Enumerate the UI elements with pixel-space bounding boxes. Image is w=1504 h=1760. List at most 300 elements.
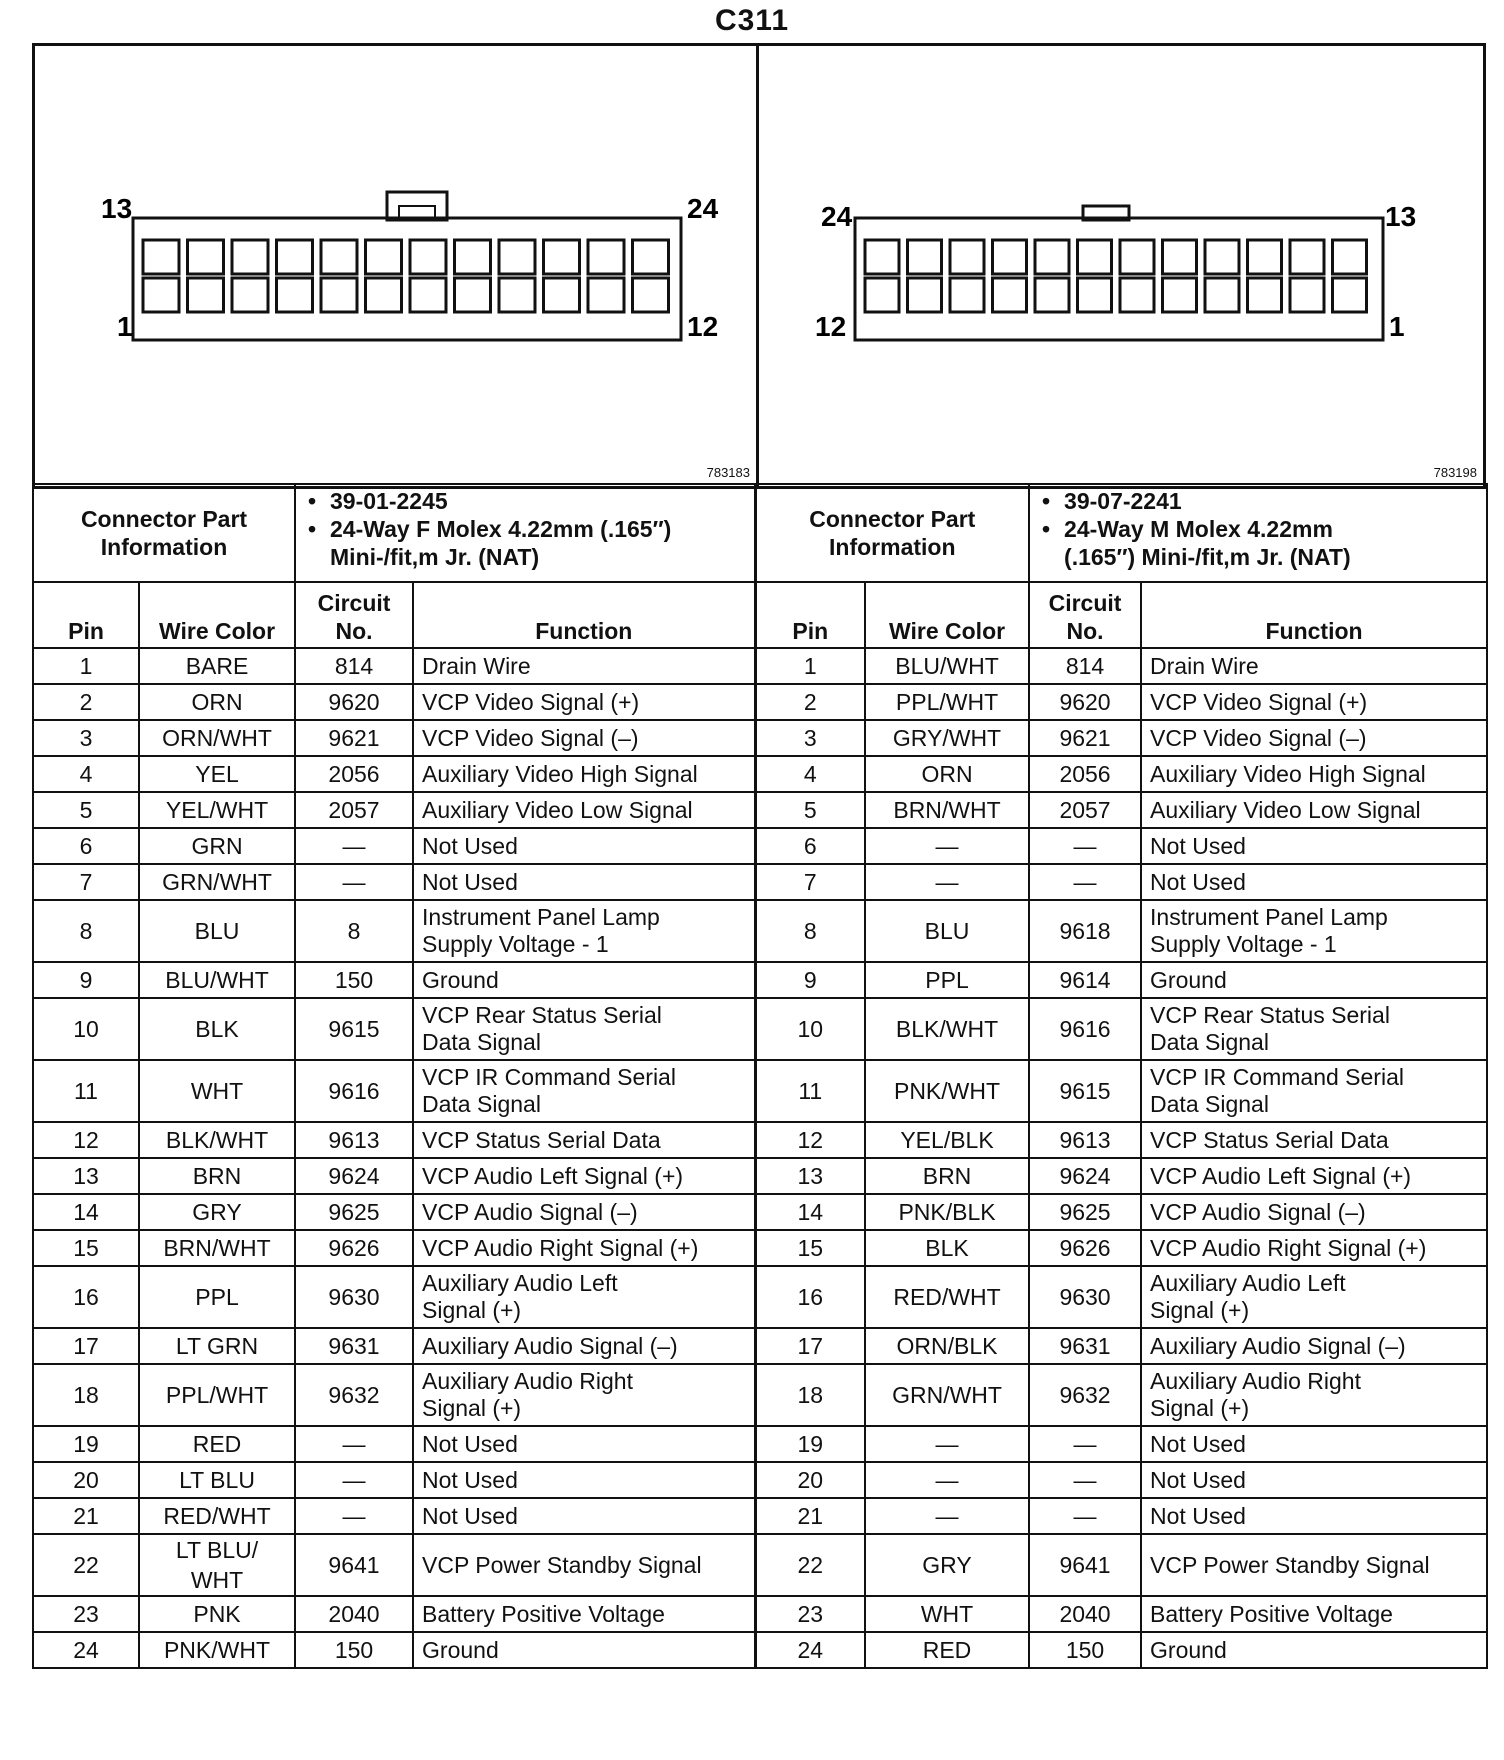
wire-color: YEL/BLK (865, 1122, 1029, 1158)
function: Auxiliary Audio Signal (–) (1141, 1328, 1487, 1364)
circuit-number: — (1029, 1426, 1141, 1462)
wire-color: GRY (865, 1534, 1029, 1596)
header-function-right: Function (1141, 582, 1487, 648)
figure-number: 783198 (1433, 465, 1477, 480)
table-row (33, 792, 1487, 828)
pin-number: 20 (755, 1462, 865, 1498)
circuit-number: 9621 (295, 720, 413, 756)
table-row (33, 1194, 1487, 1230)
wire-color: PNK/WHT (139, 1632, 295, 1668)
pin-cavity (1205, 278, 1239, 312)
pin-cavity (633, 278, 669, 312)
pin-number: 14 (755, 1194, 865, 1230)
circuit-number: 9613 (295, 1122, 413, 1158)
wire-color: — (865, 1426, 1029, 1462)
pin-number: 7 (33, 864, 139, 900)
pin-label-top-left: 13 (101, 193, 133, 224)
table-row (33, 1462, 1487, 1498)
pin-cavity (993, 278, 1027, 312)
function: VCP Rear Status Serial Data Signal (1141, 998, 1487, 1060)
function: Drain Wire (1141, 648, 1487, 684)
pin-number: 7 (755, 864, 865, 900)
pin-label-bottom-right: 12 (687, 311, 719, 342)
pin-number: 21 (33, 1498, 139, 1534)
circuit-number: — (295, 864, 413, 900)
pin-number: 10 (33, 998, 139, 1060)
circuit-number: — (1029, 828, 1141, 864)
pin-cavity (865, 240, 899, 274)
wire-color: ORN (139, 684, 295, 720)
circuit-number: 2040 (1029, 1596, 1141, 1632)
connector-info-label-left: Connector Part Information (33, 484, 295, 582)
table-row (33, 648, 1487, 684)
pin-number: 4 (755, 756, 865, 792)
header-circuit-left: Circuit No. (295, 582, 413, 648)
function: VCP Audio Left Signal (+) (413, 1158, 755, 1194)
part-number: 39-01-2245 (330, 488, 448, 514)
connector-info-values-right: • 39-07-2241 • 24-Way M Molex 4.22mm (.165″) Mini-/fit,m Jr. (NAT) (1029, 484, 1487, 582)
function: VCP Video Signal (+) (413, 684, 755, 720)
wire-color: RED/WHT (139, 1498, 295, 1534)
wire-color: WHT (865, 1596, 1029, 1632)
pin-cavity (865, 278, 899, 312)
circuit-number: 2056 (295, 756, 413, 792)
connector-sheet (32, 43, 1484, 1748)
circuit-number: — (295, 828, 413, 864)
table-row (33, 1632, 1487, 1668)
pin-number: 24 (755, 1632, 865, 1668)
pin-number: 2 (755, 684, 865, 720)
pin-cavity (1205, 240, 1239, 274)
connector-diagrams (32, 43, 1486, 489)
pin-cavity (232, 278, 268, 312)
wire-color: GRN/WHT (865, 1364, 1029, 1426)
pin-cavity (321, 278, 357, 312)
pin-cavity-grid (865, 240, 1367, 312)
pin-cavity (1333, 240, 1367, 274)
circuit-number: 9615 (1029, 1060, 1141, 1122)
connector-info-values-left: • 39-01-2245 • 24-Way F Molex 4.22mm (.165″) Mini-/fit,m Jr. (NAT) (295, 484, 755, 582)
function: Not Used (413, 1498, 755, 1534)
male-connector-diagram (759, 46, 1483, 486)
pin-label-bottom-left: 12 (815, 311, 847, 342)
pin-cavity (188, 240, 224, 274)
pinout-rows (33, 648, 1487, 1668)
pin-cavity (950, 278, 984, 312)
pin-cavity (188, 278, 224, 312)
connector-description-cont: Mini-/fit,m Jr. (NAT) (330, 544, 540, 570)
table-row (33, 1534, 1487, 1596)
pin-cavity (143, 240, 179, 274)
pin-cavity (143, 278, 179, 312)
pin-cavity (993, 240, 1027, 274)
wire-color: BRN (139, 1158, 295, 1194)
wire-color: BLK (865, 1230, 1029, 1266)
function: Battery Positive Voltage (1141, 1596, 1487, 1632)
circuit-number: 9626 (295, 1230, 413, 1266)
wire-color: BRN/WHT (865, 792, 1029, 828)
wire-color: BARE (139, 648, 295, 684)
pin-cavity (908, 240, 942, 274)
circuit-number: 9632 (295, 1364, 413, 1426)
table-row (33, 1596, 1487, 1632)
function: Ground (1141, 1632, 1487, 1668)
wire-color: PPL (865, 962, 1029, 998)
circuit-number: 9620 (1029, 684, 1141, 720)
wire-color: GRN/WHT (139, 864, 295, 900)
function: VCP Audio Right Signal (+) (413, 1230, 755, 1266)
wire-color: BRN (865, 1158, 1029, 1194)
circuit-number: 9621 (1029, 720, 1141, 756)
circuit-number: 2057 (1029, 792, 1141, 828)
connector-description: 24-Way M Molex 4.22mm (1064, 516, 1333, 542)
pin-number: 5 (755, 792, 865, 828)
pin-cavity (1290, 240, 1324, 274)
pin-cavity (410, 278, 446, 312)
circuit-number: 9630 (1029, 1266, 1141, 1328)
wire-color: — (865, 1462, 1029, 1498)
table-row (33, 1426, 1487, 1462)
table-row (33, 962, 1487, 998)
pin-cavity (455, 240, 491, 274)
circuit-number: 2056 (1029, 756, 1141, 792)
pin-number: 4 (33, 756, 139, 792)
function: VCP Power Standby Signal (413, 1534, 755, 1596)
header-wire-color-right: Wire Color (865, 582, 1029, 648)
wire-color: — (865, 828, 1029, 864)
function: VCP Status Serial Data (1141, 1122, 1487, 1158)
female-connector-diagram (35, 46, 759, 486)
pin-cavity (588, 240, 624, 274)
pin-cavity (1163, 278, 1197, 312)
function: Auxiliary Video Low Signal (1141, 792, 1487, 828)
pin-cavity (633, 240, 669, 274)
circuit-number: 9641 (1029, 1534, 1141, 1596)
function: Instrument Panel Lamp Supply Voltage - 1 (1141, 900, 1487, 962)
circuit-number: 9616 (1029, 998, 1141, 1060)
wire-color: LT BLU (139, 1462, 295, 1498)
pin-number: 13 (33, 1158, 139, 1194)
wire-color: BRN/WHT (139, 1230, 295, 1266)
pin-cavity (1290, 278, 1324, 312)
pin-cavity (588, 278, 624, 312)
pin-cavity (908, 278, 942, 312)
pin-number: 21 (755, 1498, 865, 1534)
circuit-number: — (295, 1498, 413, 1534)
pin-number: 9 (33, 962, 139, 998)
male-connector-drawing (759, 46, 1483, 486)
pin-cavity (277, 278, 313, 312)
table-row (33, 720, 1487, 756)
pin-cavity (1248, 240, 1282, 274)
pin-cavity (1078, 278, 1112, 312)
function: VCP Audio Left Signal (+) (1141, 1158, 1487, 1194)
pin-number: 18 (33, 1364, 139, 1426)
function: Auxiliary Video High Signal (1141, 756, 1487, 792)
circuit-number: 9613 (1029, 1122, 1141, 1158)
pin-cavity (1078, 240, 1112, 274)
function: Ground (413, 1632, 755, 1668)
table-row (33, 864, 1487, 900)
pin-label-bottom-right: 1 (1389, 311, 1405, 342)
pin-cavity (1163, 240, 1197, 274)
circuit-number: 9626 (1029, 1230, 1141, 1266)
table-row (33, 756, 1487, 792)
function: Auxiliary Audio Right Signal (+) (1141, 1364, 1487, 1426)
function: VCP Audio Right Signal (+) (1141, 1230, 1487, 1266)
wire-color: ORN/WHT (139, 720, 295, 756)
header-circuit-right: Circuit No. (1029, 582, 1141, 648)
wire-color: RED (139, 1426, 295, 1462)
pin-number: 17 (755, 1328, 865, 1364)
wire-color: BLK/WHT (139, 1122, 295, 1158)
pin-number: 1 (33, 648, 139, 684)
function: Auxiliary Audio Right Signal (+) (413, 1364, 755, 1426)
pin-number: 16 (755, 1266, 865, 1328)
function: Ground (1141, 962, 1487, 998)
pin-cavity (1120, 240, 1154, 274)
header-pin-right: Pin (755, 582, 865, 648)
column-header-row (33, 582, 1487, 648)
table-row (33, 1122, 1487, 1158)
circuit-number: 2040 (295, 1596, 413, 1632)
wire-color: BLU/WHT (139, 962, 295, 998)
pin-cavity (1333, 278, 1367, 312)
wire-color: PNK/WHT (865, 1060, 1029, 1122)
connector-info-label-right: Connector Part Information (755, 484, 1029, 582)
wire-color: RED/WHT (865, 1266, 1029, 1328)
function: Auxiliary Video High Signal (413, 756, 755, 792)
circuit-number: 9614 (1029, 962, 1141, 998)
circuit-number: 8 (295, 900, 413, 962)
circuit-number: — (295, 1462, 413, 1498)
figure-number: 783183 (706, 465, 750, 480)
function: Not Used (1141, 864, 1487, 900)
pin-number: 17 (33, 1328, 139, 1364)
table-row (33, 1060, 1487, 1122)
function: Not Used (1141, 1462, 1487, 1498)
pin-number: 15 (755, 1230, 865, 1266)
pin-cavity (455, 278, 491, 312)
function: Instrument Panel Lamp Supply Voltage - 1 (413, 900, 755, 962)
pin-cavity (1248, 278, 1282, 312)
function: Not Used (413, 1426, 755, 1462)
table-row (33, 1266, 1487, 1328)
table-row (33, 1230, 1487, 1266)
pin-cavity (232, 240, 268, 274)
circuit-number: — (1029, 1498, 1141, 1534)
pin-number: 8 (33, 900, 139, 962)
function: VCP IR Command Serial Data Signal (1141, 1060, 1487, 1122)
pin-label-top-right: 24 (687, 193, 719, 224)
wire-color: LT BLU/ WHT (139, 1534, 295, 1596)
function: Not Used (413, 1462, 755, 1498)
pin-label-top-left: 24 (821, 201, 853, 232)
wire-color: BLU (865, 900, 1029, 962)
circuit-number: 9624 (1029, 1158, 1141, 1194)
pin-number: 18 (755, 1364, 865, 1426)
pin-cavity (499, 240, 535, 274)
function: VCP Rear Status Serial Data Signal (413, 998, 755, 1060)
table-row (33, 1498, 1487, 1534)
function: VCP Video Signal (–) (1141, 720, 1487, 756)
wire-color: BLU (139, 900, 295, 962)
connector-description: 24-Way F Molex 4.22mm (.165″) (330, 516, 672, 542)
circuit-number: — (1029, 1462, 1141, 1498)
circuit-number: 9625 (295, 1194, 413, 1230)
pin-cavity (544, 240, 580, 274)
wire-color: GRN (139, 828, 295, 864)
circuit-number: 9615 (295, 998, 413, 1060)
wire-color: ORN (865, 756, 1029, 792)
table-row (33, 684, 1487, 720)
pin-number: 6 (755, 828, 865, 864)
circuit-number: 814 (1029, 648, 1141, 684)
circuit-number: — (295, 1426, 413, 1462)
circuit-number: 9625 (1029, 1194, 1141, 1230)
connector-description-cont: (.165″) Mini-/fit,m Jr. (NAT) (1064, 544, 1351, 570)
header-wire-color-left: Wire Color (139, 582, 295, 648)
function: Ground (413, 962, 755, 998)
circuit-number: — (1029, 864, 1141, 900)
pin-cavity (1120, 278, 1154, 312)
function: Battery Positive Voltage (413, 1596, 755, 1632)
circuit-number: 9620 (295, 684, 413, 720)
page-title: C311 (714, 4, 790, 37)
pin-number: 13 (755, 1158, 865, 1194)
function: Auxiliary Audio Left Signal (+) (413, 1266, 755, 1328)
pin-number: 14 (33, 1194, 139, 1230)
header-function-left: Function (413, 582, 755, 648)
wire-color: — (865, 864, 1029, 900)
function: VCP Status Serial Data (413, 1122, 755, 1158)
function: Not Used (413, 864, 755, 900)
pin-cavity (410, 240, 446, 274)
function: Auxiliary Video Low Signal (413, 792, 755, 828)
table-row (33, 1328, 1487, 1364)
table-row (33, 1364, 1487, 1426)
wire-color: ORN/BLK (865, 1328, 1029, 1364)
function: Not Used (1141, 1426, 1487, 1462)
pin-cavity (1035, 240, 1069, 274)
wire-color: YEL (139, 756, 295, 792)
circuit-number: 9631 (295, 1328, 413, 1364)
pin-number: 12 (755, 1122, 865, 1158)
function: VCP Audio Signal (–) (413, 1194, 755, 1230)
pin-cavity (366, 240, 402, 274)
pin-number: 10 (755, 998, 865, 1060)
pin-number: 15 (33, 1230, 139, 1266)
pin-cavity-grid (143, 240, 669, 312)
wire-color: PPL/WHT (139, 1364, 295, 1426)
circuit-number: 9641 (295, 1534, 413, 1596)
pin-number: 11 (755, 1060, 865, 1122)
wire-color: GRY (139, 1194, 295, 1230)
wire-color: BLU/WHT (865, 648, 1029, 684)
table-row (33, 900, 1487, 962)
pin-number: 11 (33, 1060, 139, 1122)
wire-color: PNK/BLK (865, 1194, 1029, 1230)
wire-color: — (865, 1498, 1029, 1534)
pin-number: 2 (33, 684, 139, 720)
function: VCP Audio Signal (–) (1141, 1194, 1487, 1230)
pinout-table (32, 483, 1488, 1669)
function: VCP Video Signal (–) (413, 720, 755, 756)
circuit-number: 814 (295, 648, 413, 684)
wire-color: PPL/WHT (865, 684, 1029, 720)
wire-color: GRY/WHT (865, 720, 1029, 756)
table-row (33, 1158, 1487, 1194)
function: Auxiliary Audio Signal (–) (413, 1328, 755, 1364)
pin-number: 19 (33, 1426, 139, 1462)
wire-color: RED (865, 1632, 1029, 1668)
pin-number: 3 (755, 720, 865, 756)
pin-cavity (277, 240, 313, 274)
circuit-number: 9631 (1029, 1328, 1141, 1364)
function: VCP Video Signal (+) (1141, 684, 1487, 720)
circuit-number: 9632 (1029, 1364, 1141, 1426)
pin-number: 16 (33, 1266, 139, 1328)
pin-number: 3 (33, 720, 139, 756)
pin-number: 24 (33, 1632, 139, 1668)
pin-number: 12 (33, 1122, 139, 1158)
function: Drain Wire (413, 648, 755, 684)
pin-cavity (366, 278, 402, 312)
function: Not Used (1141, 1498, 1487, 1534)
pin-cavity (321, 240, 357, 274)
circuit-number: 150 (295, 962, 413, 998)
female-connector-drawing (35, 46, 759, 486)
table-row (33, 998, 1487, 1060)
pin-number: 8 (755, 900, 865, 962)
circuit-number: 9618 (1029, 900, 1141, 962)
pin-number: 22 (33, 1534, 139, 1596)
header-pin-left: Pin (33, 582, 139, 648)
pin-label-top-right: 13 (1385, 201, 1417, 232)
pin-cavity (499, 278, 535, 312)
wire-color: PNK (139, 1596, 295, 1632)
pin-cavity (950, 240, 984, 274)
wire-color: PPL (139, 1266, 295, 1328)
table-row (33, 828, 1487, 864)
function: VCP IR Command Serial Data Signal (413, 1060, 755, 1122)
pin-cavity (1035, 278, 1069, 312)
pin-number: 19 (755, 1426, 865, 1462)
wire-color: BLK (139, 998, 295, 1060)
function: Auxiliary Audio Left Signal (+) (1141, 1266, 1487, 1328)
pin-number: 20 (33, 1462, 139, 1498)
circuit-number: 9630 (295, 1266, 413, 1328)
pin-number: 5 (33, 792, 139, 828)
function: VCP Power Standby Signal (1141, 1534, 1487, 1596)
pin-number: 23 (755, 1596, 865, 1632)
circuit-number: 9624 (295, 1158, 413, 1194)
pin-number: 9 (755, 962, 865, 998)
pin-number: 23 (33, 1596, 139, 1632)
function: Not Used (1141, 828, 1487, 864)
circuit-number: 9616 (295, 1060, 413, 1122)
pin-cavity (544, 278, 580, 312)
pin-label-bottom-left: 1 (117, 311, 133, 342)
pin-number: 1 (755, 648, 865, 684)
wire-color: WHT (139, 1060, 295, 1122)
wire-color: LT GRN (139, 1328, 295, 1364)
part-number: 39-07-2241 (1064, 488, 1182, 514)
connector-info-row (33, 484, 1487, 582)
circuit-number: 150 (1029, 1632, 1141, 1668)
wire-color: BLK/WHT (865, 998, 1029, 1060)
pin-number: 22 (755, 1534, 865, 1596)
